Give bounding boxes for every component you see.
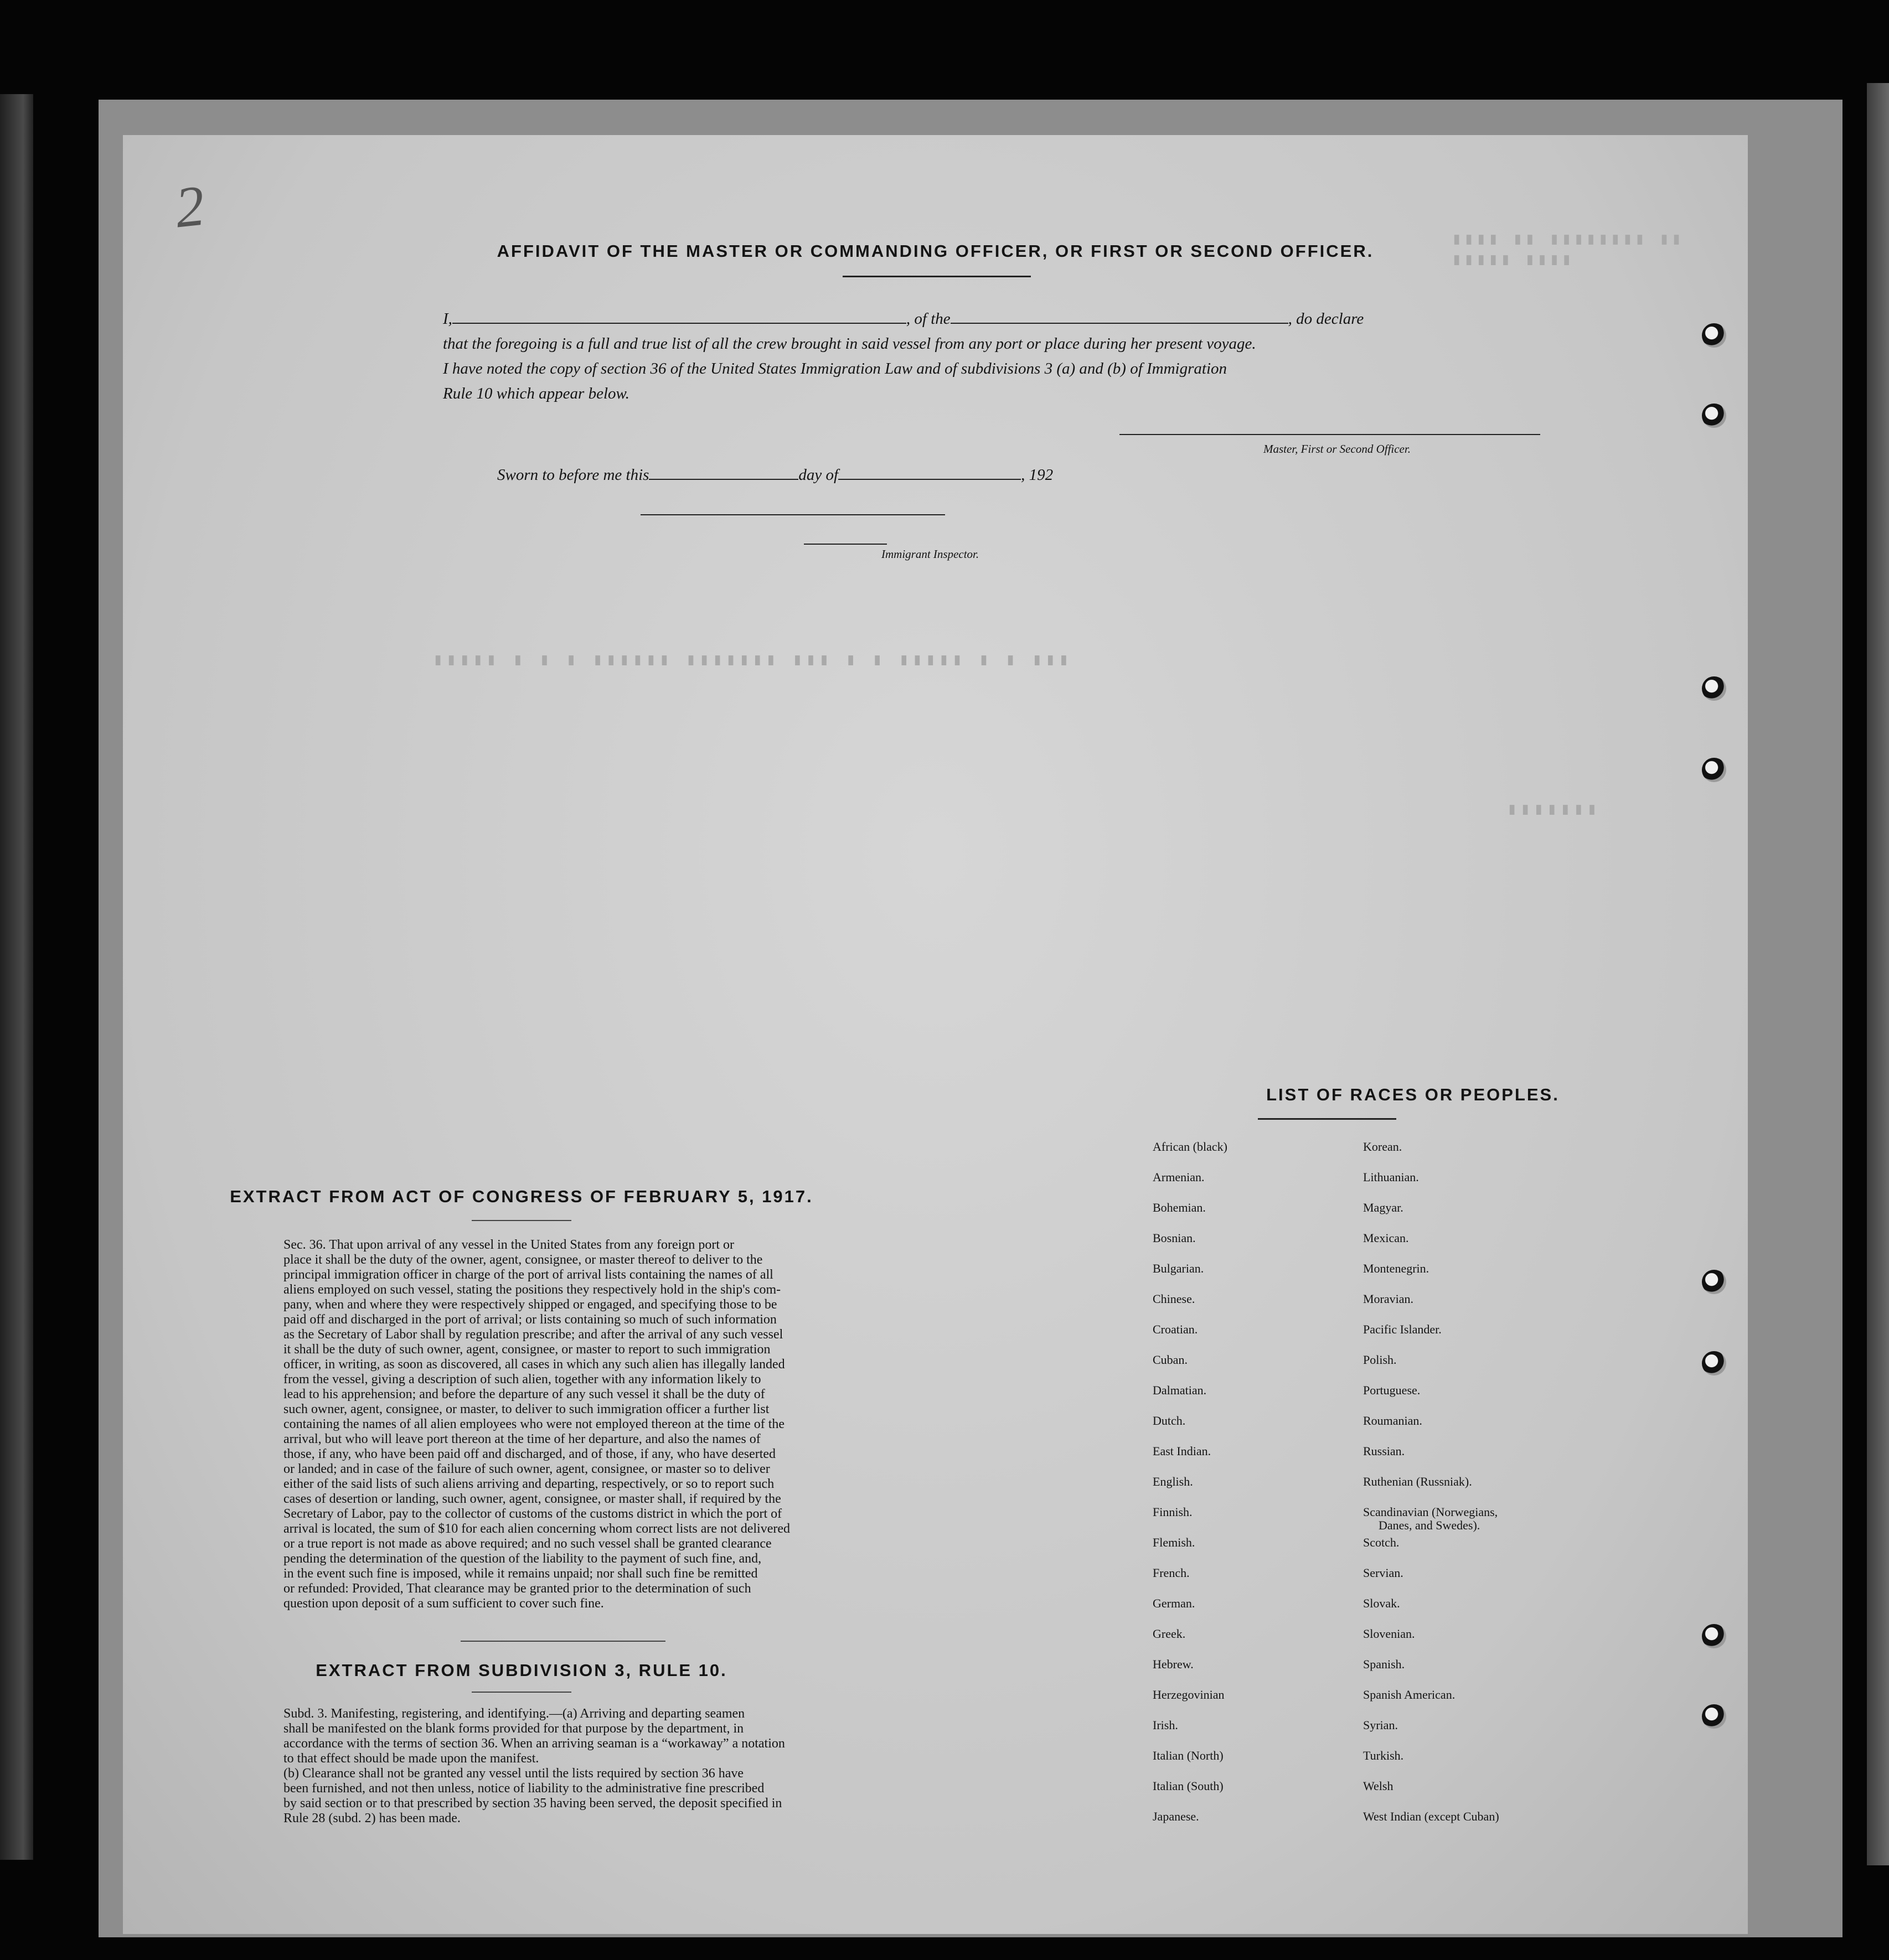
race-item: Herzegovinian (1153, 1688, 1225, 1702)
race-item: Spanish. (1363, 1657, 1405, 1671)
race-item: Armenian. (1153, 1170, 1205, 1184)
act-line: lead to his apprehension; and before the departure of any such vessel it shall be the duty of (283, 1387, 765, 1402)
day-of-label: day of (798, 466, 839, 484)
race-item: Pacific Islander. (1363, 1322, 1442, 1336)
race-item: Italian (North) (1153, 1749, 1224, 1762)
rule-line: Subd. 3. Manifesting, registering, and identifying.—(a) Arriving and departing seamen (283, 1706, 745, 1721)
affidavit-title: AFFIDAVIT OF THE MASTER OR COMMANDING OFFICER, OR FIRST OR SECOND OFFICER. (497, 241, 1374, 261)
vessel-field[interactable] (951, 308, 1288, 324)
race-item: Hebrew. (1153, 1657, 1194, 1671)
race-item: Montenegrin. (1363, 1261, 1429, 1275)
race-item: Chinese. (1153, 1292, 1195, 1306)
race-item: Syrian. (1363, 1718, 1398, 1732)
inspector-short-line (804, 544, 887, 545)
punch-hole (1702, 1624, 1726, 1648)
race-item: Italian (South) (1153, 1779, 1224, 1793)
race-item: African (black) (1153, 1140, 1227, 1154)
affidavit-line-3: I have noted the copy of section 36 of the United States Immigration Law and of subdivisions 3 (a) and (b) of Immigration (443, 360, 1227, 377)
races-list-title: LIST OF RACES OR PEOPLES. (1266, 1085, 1560, 1104)
bleed-through-text: ▮▮▮▮▮ ▮ ▮ ▮ ▮▮▮▮▮▮ ▮▮▮▮▮▮▮ ▮▮▮ ▮ ▮ ▮▮▮▮▮ ▮ ▮ ▮▮▮ (433, 651, 1072, 670)
act-line: or landed; and in case of the failure of such owner, agent, consignee, or master so to deliver (283, 1462, 770, 1476)
sworn-statement (497, 464, 1053, 484)
act-line: from the vessel, giving a description of such alien, together with any information likely to (283, 1372, 761, 1387)
race-item-continued: Danes, and Swedes). (1379, 1518, 1480, 1532)
act-line: question upon deposit of a sum sufficient to cover such fine. (283, 1596, 604, 1611)
rule-extract-body (283, 1706, 861, 1826)
punch-hole (1702, 676, 1726, 701)
race-item: Ruthenian (Russniak). (1363, 1475, 1472, 1488)
rule-line: by said section or to that prescribed by section 35 having been served, the deposit specified in (283, 1796, 782, 1811)
rule-line: shall be manifested on the blank forms provided for that purpose by the department, in (283, 1721, 744, 1736)
race-item: Polish. (1363, 1353, 1397, 1367)
adjacent-page-left (0, 94, 33, 1860)
race-item: Scandinavian (Norwegians, (1363, 1505, 1498, 1519)
punch-hole (1702, 1704, 1726, 1729)
act-line: those, if any, who have been paid off and discharged, and of those, if any, who have deserted (283, 1447, 776, 1461)
master-signature-line[interactable] (1119, 434, 1540, 435)
race-item: Spanish American. (1363, 1688, 1456, 1702)
race-item: Irish. (1153, 1718, 1178, 1732)
inspector-label: Immigrant Inspector. (881, 547, 979, 561)
do-declare-label: , do declare (1288, 310, 1364, 328)
race-item: Servian. (1363, 1566, 1403, 1580)
punch-hole (1702, 758, 1726, 782)
bleed-through-text: ▮▮▮▮ ▮▮ ▮▮▮▮▮▮▮▮ ▮▮ ▮▮▮▮▮ ▮▮▮▮ (1452, 231, 1684, 270)
act-extract-body (283, 1238, 861, 1611)
race-item: Slovenian. (1363, 1627, 1415, 1641)
race-item: Dalmatian. (1153, 1383, 1207, 1397)
race-item: East Indian. (1153, 1444, 1211, 1458)
punch-hole (1702, 404, 1726, 428)
act-line: paid off and discharged in the port of arrival; or lists containing so much of such information (283, 1312, 777, 1327)
punch-hole (1702, 1351, 1726, 1375)
of-the-label: , of the (906, 310, 951, 328)
rule-extract-title: EXTRACT FROM SUBDIVISION 3, RULE 10. (316, 1661, 727, 1680)
punch-hole (1702, 323, 1726, 348)
act-line: place it shall be the duty of the owner, agent, consignee, or master thereof to deliver to the (283, 1253, 763, 1267)
document-page (123, 135, 1748, 1934)
race-item: Welsh (1363, 1779, 1393, 1793)
adjacent-page-right (1867, 83, 1889, 1865)
act-line: pany, when and where they were respectively shipped or engaged, and specifying those to be (283, 1297, 777, 1312)
act-line: either of the said lists of such aliens arriving and departing, respectively, or so to report such (283, 1477, 775, 1491)
race-item: Korean. (1363, 1140, 1402, 1154)
race-item: Japanese. (1153, 1809, 1199, 1823)
act-line: principal immigration officer in charge of the port of arrival lists containing the names of all (283, 1268, 773, 1282)
punch-hole (1702, 1270, 1726, 1294)
race-item: Greek. (1153, 1627, 1186, 1641)
race-item: Russian. (1363, 1444, 1405, 1458)
race-item: Turkish. (1363, 1749, 1404, 1762)
race-item: Roumanian. (1363, 1414, 1422, 1428)
sworn-label: Sworn to before me this (497, 466, 649, 484)
act-title-rule (472, 1220, 571, 1221)
rule-line: accordance with the terms of section 36. When an arriving seaman is a “workaway” a notation (283, 1736, 785, 1751)
race-item: Bulgarian. (1153, 1261, 1204, 1275)
act-line: as the Secretary of Labor shall by regulation prescribe; and after the arrival of any such vessel (283, 1327, 783, 1342)
rule-line: been furnished, and not then unless, notice of liability to the administrative fine prescribed (283, 1781, 765, 1796)
rule-line: to that effect should be made upon the manifest. (283, 1751, 539, 1766)
race-item: Scotch. (1363, 1535, 1400, 1549)
race-item: Finnish. (1153, 1505, 1193, 1519)
race-item: English. (1153, 1475, 1193, 1488)
race-item: French. (1153, 1566, 1190, 1580)
bleed-through-text: ▮▮▮▮▮▮▮ (1507, 801, 1601, 820)
act-line: cases of desertion or landing, such owner, agent, consignee, or master shall, if required by the (283, 1492, 781, 1506)
act-end-rule (461, 1641, 665, 1642)
act-line: it shall be the duty of such owner, agent, consignee, or master to report to such immigration (283, 1342, 771, 1357)
race-item: Flemish. (1153, 1535, 1195, 1549)
affidavit-line-4: Rule 10 which appear below. (443, 385, 629, 402)
act-line: in the event such fine is imposed, while it remains unpaid; nor shall such fine be remitted (283, 1566, 758, 1581)
race-item: Dutch. (1153, 1414, 1186, 1428)
handwritten-page-number: 2 (172, 173, 208, 240)
name-field[interactable] (452, 308, 906, 324)
act-line: or refunded: Provided, That clearance may be granted prior to the determination of such (283, 1581, 751, 1596)
rule-line: Rule 28 (subd. 2) has been made. (283, 1811, 461, 1825)
master-signature-label: Master, First or Second Officer. (1263, 442, 1411, 456)
day-field[interactable] (649, 464, 798, 480)
act-line: aliens employed on such vessel, stating the positions they respectively hold in the ship's com- (283, 1282, 781, 1297)
race-item: Mexican. (1363, 1231, 1409, 1245)
race-item: Bosnian. (1153, 1231, 1196, 1245)
affidavit-line-2: that the foregoing is a full and true list of all the crew brought in said vessel from any port or place during her present voyage. (443, 335, 1256, 353)
affidavit-line-1 (443, 307, 1572, 332)
year-label: , 192 (1021, 466, 1054, 484)
rule-line: (b) Clearance shall not be granted any vessel until the lists required by section 36 have (283, 1766, 744, 1781)
act-line: officer, in writing, as soon as discovered, all cases in which any such alien has illegally landed (283, 1357, 785, 1372)
race-item: Slovak. (1363, 1596, 1400, 1610)
affidavit-statement (443, 307, 1572, 406)
race-item: German. (1153, 1596, 1195, 1610)
race-item: Magyar. (1363, 1201, 1403, 1214)
race-item: Lithuanian. (1363, 1170, 1419, 1184)
title-rule (843, 276, 1031, 277)
act-line: arrival, but who will leave port thereon at the time of her departure, and also the names of (283, 1432, 761, 1446)
race-item: Croatian. (1153, 1322, 1198, 1336)
act-line: Sec. 36. That upon arrival of any vessel in the United States from any foreign port or (283, 1238, 735, 1252)
act-extract-title: EXTRACT FROM ACT OF CONGRESS OF FEBRUARY 5, 1917. (230, 1187, 813, 1206)
act-line: Secretary of Labor, pay to the collector of customs of the customs district in which the port of (283, 1507, 782, 1521)
race-item: Moravian. (1363, 1292, 1414, 1306)
act-line: pending the determination of the question of the liability to the payment of such fine, and, (283, 1552, 762, 1566)
act-line: arrival is located, the sum of $10 for each alien concerning whom correct lists are not delivered (283, 1522, 790, 1536)
races-title-rule (1258, 1118, 1396, 1120)
inspector-signature-line[interactable] (641, 514, 945, 515)
race-item: Portuguese. (1363, 1383, 1421, 1397)
race-item: Cuban. (1153, 1353, 1188, 1367)
race-item: Bohemian. (1153, 1201, 1206, 1214)
race-item: West Indian (except Cuban) (1363, 1809, 1499, 1823)
act-line: containing the names of all alien employees who were not employed thereon at the time of the (283, 1417, 785, 1431)
month-field[interactable] (838, 464, 1021, 480)
rule-title-rule (472, 1692, 571, 1693)
i-label: I, (443, 310, 452, 328)
act-line: or a true report is not made as above required; and no such vessel shall be granted clearance (283, 1537, 772, 1551)
act-line: such owner, agent, consignee, or master, to deliver to such immigration officer a further list (283, 1402, 770, 1416)
